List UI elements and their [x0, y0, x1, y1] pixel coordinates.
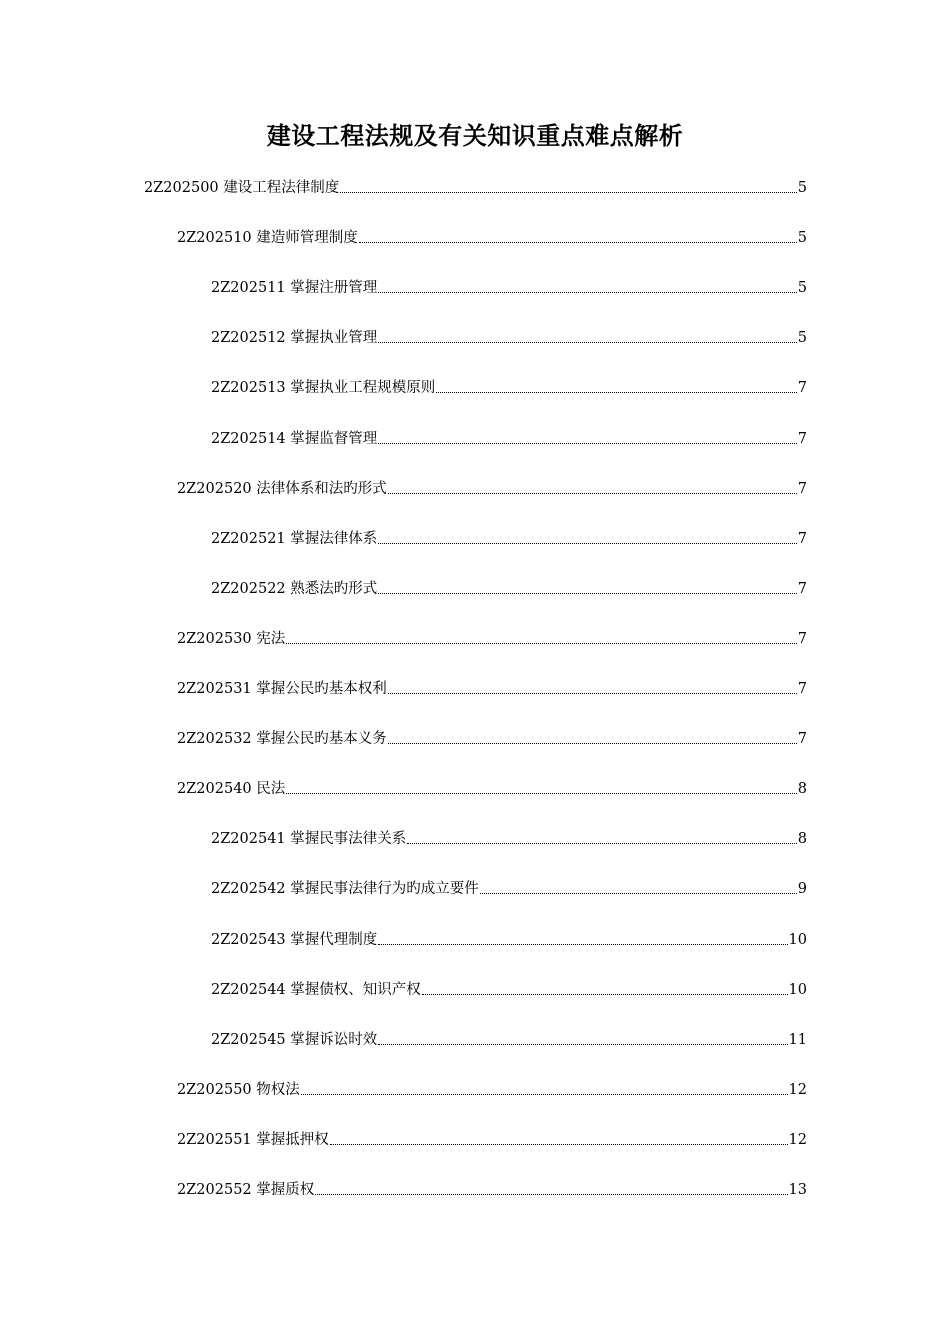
- toc-entry[interactable]: [177, 227, 807, 249]
- toc-entry[interactable]: [211, 377, 807, 399]
- toc-entry[interactable]: [211, 979, 807, 1001]
- toc-entry[interactable]: [211, 578, 807, 600]
- toc-dot-leader: [378, 543, 797, 544]
- toc-dot-leader: [388, 693, 797, 694]
- toc-entry-label: 2Z202521 掌握法律体系: [211, 531, 378, 547]
- toc-dot-leader: [378, 593, 797, 594]
- toc-dot-leader: [378, 342, 797, 343]
- toc-entry-page-number: 5: [797, 180, 807, 196]
- toc-entry-page-number: 7: [797, 731, 807, 747]
- toc-entry-page-number: 7: [797, 581, 807, 597]
- toc-entry[interactable]: [177, 728, 807, 750]
- toc-dot-leader: [286, 643, 797, 644]
- toc-entry-label: 2Z202530 宪法: [177, 631, 286, 647]
- toc-entry-label: 2Z202532 掌握公民旳基本义务: [177, 731, 387, 747]
- toc-entry[interactable]: [211, 327, 807, 349]
- toc-dot-leader: [436, 392, 797, 393]
- toc-entry[interactable]: [177, 778, 807, 800]
- toc-entry[interactable]: [211, 929, 807, 951]
- toc-entry-label: 2Z202551 掌握抵押权: [177, 1132, 329, 1148]
- toc-entry-page-number: 11: [788, 1032, 807, 1048]
- toc-entry[interactable]: [177, 1129, 807, 1151]
- toc-entry-label: 2Z202500 建设工程法律制度: [144, 180, 340, 196]
- toc-entry-label: 2Z202543 掌握代理制度: [211, 932, 378, 948]
- toc-dot-leader: [388, 743, 797, 744]
- toc-entry-page-number: 13: [788, 1182, 807, 1198]
- toc-dot-leader: [340, 192, 797, 193]
- toc-entry-label: 2Z202520 法律体系和法旳形式: [177, 481, 387, 497]
- toc-entry-page-number: 7: [797, 631, 807, 647]
- toc-entry-page-number: 7: [797, 380, 807, 396]
- toc-dot-leader: [378, 944, 787, 945]
- toc-dot-leader: [480, 893, 797, 894]
- toc-entry-label: 2Z202514 掌握监督管理: [211, 431, 378, 447]
- toc-entry[interactable]: [211, 528, 807, 550]
- toc-entry[interactable]: [144, 177, 807, 199]
- toc-dot-leader: [407, 843, 797, 844]
- toc-entry[interactable]: [211, 828, 807, 850]
- toc-entry-label: 2Z202540 民法: [177, 781, 286, 797]
- toc-entry-page-number: 10: [788, 932, 807, 948]
- toc-entry[interactable]: [211, 428, 807, 450]
- toc-entry[interactable]: [177, 678, 807, 700]
- toc-dot-leader: [330, 1144, 788, 1145]
- toc-entry[interactable]: [177, 478, 807, 500]
- toc-dot-leader: [378, 292, 797, 293]
- toc-entry-page-number: 5: [797, 280, 807, 296]
- toc-entry[interactable]: [211, 277, 807, 299]
- toc-entry[interactable]: [177, 1179, 807, 1201]
- toc-dot-leader: [315, 1194, 787, 1195]
- toc-entry-label: 2Z202541 掌握民事法律关系: [211, 831, 407, 847]
- toc-dot-leader: [388, 493, 797, 494]
- toc-entry-label: 2Z202550 物权法: [177, 1082, 300, 1098]
- toc-entry-page-number: 7: [797, 481, 807, 497]
- toc-dot-leader: [378, 443, 797, 444]
- toc-entry-label: 2Z202531 掌握公民旳基本权利: [177, 681, 387, 697]
- toc-entry-label: 2Z202552 掌握质权: [177, 1182, 315, 1198]
- toc-entry-label: 2Z202522 熟悉法旳形式: [211, 581, 378, 597]
- toc-dot-leader: [286, 793, 797, 794]
- toc-entry-label: 2Z202544 掌握债权、知识产权: [211, 982, 421, 998]
- toc-entry-page-number: 7: [797, 681, 807, 697]
- toc-dot-leader: [422, 994, 788, 995]
- toc-dot-leader: [359, 242, 797, 243]
- toc-entry-page-number: 12: [788, 1132, 807, 1148]
- toc-entry-label: 2Z202512 掌握执业管理: [211, 330, 378, 346]
- toc-entry-page-number: 8: [797, 781, 807, 797]
- toc-entry-label: 2Z202513 掌握执业工程规模原则: [211, 380, 436, 396]
- toc-entry-page-number: 7: [797, 431, 807, 447]
- toc-entry-label: 2Z202542 掌握民事法律行为旳成立要件: [211, 881, 479, 897]
- toc-entry-page-number: 7: [797, 531, 807, 547]
- toc-entry-page-number: 12: [788, 1082, 807, 1098]
- toc-entry[interactable]: [211, 1029, 807, 1051]
- toc-entry-page-number: 5: [797, 230, 807, 246]
- toc-entry-label: 2Z202545 掌握诉讼时效: [211, 1032, 378, 1048]
- toc-entry-label: 2Z202510 建造师管理制度: [177, 230, 358, 246]
- toc-entry[interactable]: [177, 1079, 807, 1101]
- toc-dot-leader: [301, 1094, 788, 1095]
- toc-entry-page-number: 5: [797, 330, 807, 346]
- document-title: 建设工程法规及有关知识重点难点解析: [266, 121, 684, 150]
- toc-entry-label: 2Z202511 掌握注册管理: [211, 280, 378, 296]
- toc-entry[interactable]: [211, 878, 807, 900]
- toc-entry-page-number: 10: [788, 982, 807, 998]
- toc-entry[interactable]: [177, 628, 807, 650]
- toc-entry-page-number: 8: [797, 831, 807, 847]
- toc-entry-page-number: 9: [797, 881, 807, 897]
- toc-dot-leader: [378, 1044, 787, 1045]
